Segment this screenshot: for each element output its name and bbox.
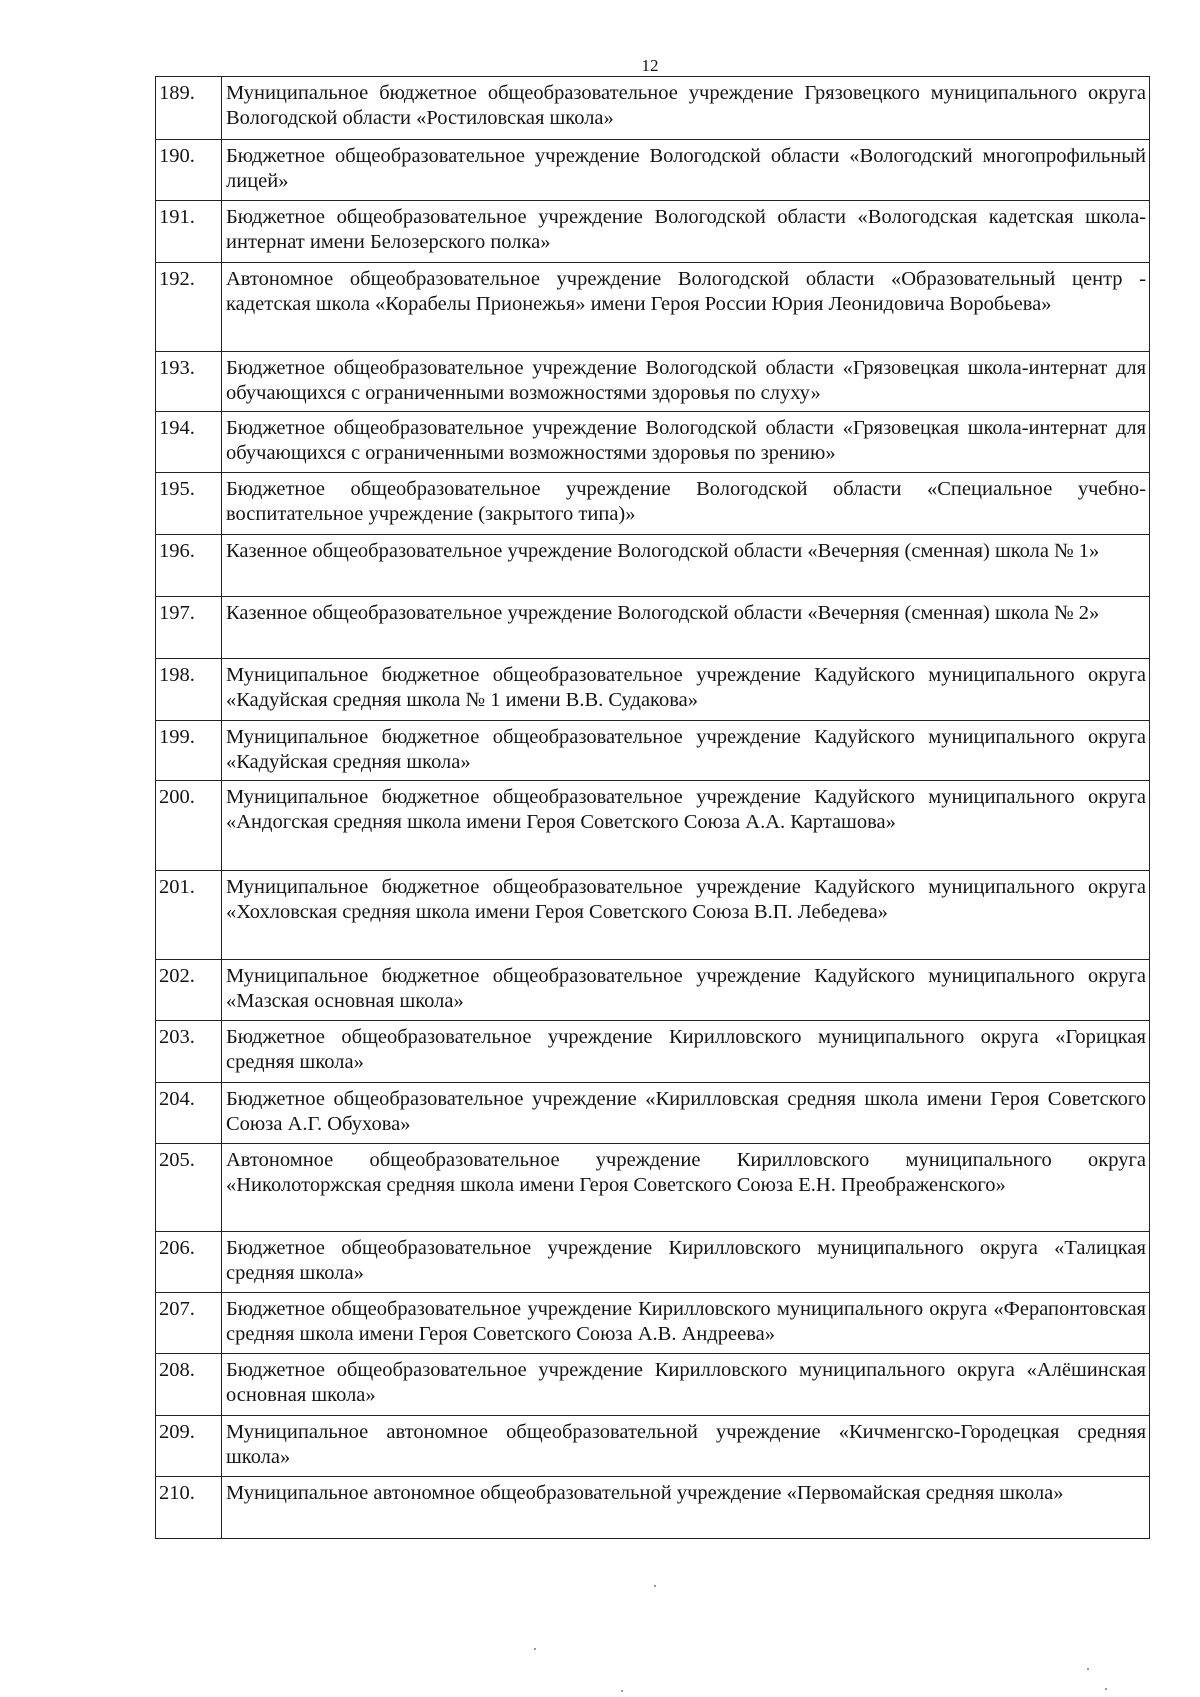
table-row xyxy=(156,1416,1150,1477)
institution-name: Бюджетное общеобразовательное учреждение Вологодской области «Специальное учебно-воспитательное учреждение (закрытого типа)» xyxy=(222,473,1150,535)
row-number: 189. xyxy=(156,77,222,140)
row-number: 207. xyxy=(156,1293,222,1354)
row-number: 205. xyxy=(156,1144,222,1232)
institution-name: Бюджетное общеобразовательное учреждение Кирилловского муниципального округа «Алёшинская основная школа» xyxy=(222,1354,1150,1416)
table-row xyxy=(156,473,1150,535)
row-number: 199. xyxy=(156,721,222,781)
institution-name: Бюджетное общеобразовательное учреждение Вологодской области «Грязовецкая школа-интернат для обучающихся с ограниченными возможностями здоровья по слуху» xyxy=(222,352,1150,412)
table-row xyxy=(156,535,1150,597)
row-number: 203. xyxy=(156,1021,222,1083)
institution-name: Автономное общеобразовательное учреждение Вологодской области «Образовательный центр - кадетская школа «Корабелы Прионежья» имени Героя России Юрия Леонидовича Воробьева» xyxy=(222,263,1150,352)
table-row xyxy=(156,597,1150,659)
institution-name: Муниципальное бюджетное общеобразовательное учреждение Грязовецкого муниципального округа Вологодской области «Ростиловская школа» xyxy=(222,77,1150,140)
institution-name: Муниципальное бюджетное общеобразовательное учреждение Кадуйского муниципального округа «Кадуйская средняя школа № 1 имени В.В. Судакова» xyxy=(222,659,1150,721)
institution-name: Казенное общеобразовательное учреждение Вологодской области «Вечерняя (сменная) школа № 2» xyxy=(222,597,1150,659)
row-number: 200. xyxy=(156,781,222,871)
institution-name: Бюджетное общеобразовательное учреждение Вологодской области «Вологодский многопрофильный лицей» xyxy=(222,140,1150,201)
institution-name: Бюджетное общеобразовательное учреждение Кирилловского муниципального округа «Горицкая средняя школа» xyxy=(222,1021,1150,1083)
row-number: 192. xyxy=(156,263,222,352)
scan-speck xyxy=(654,1585,656,1587)
institutions-table-body xyxy=(156,77,1150,1539)
institution-name: Бюджетное общеобразовательное учреждение Вологодской области «Грязовецкая школа-интернат для обучающихся с ограниченными возможностями здоровья по зрению» xyxy=(222,412,1150,473)
table-row xyxy=(156,412,1150,473)
table-row xyxy=(156,960,1150,1021)
table-row xyxy=(156,1232,1150,1293)
row-number: 190. xyxy=(156,140,222,201)
institution-name: Автономное общеобразовательное учреждение Кирилловского муниципального округа «Николоторжская средняя школа имени Героя Советского Союза Е.Н. Преображенского» xyxy=(222,1144,1150,1232)
table-row xyxy=(156,659,1150,721)
row-number: 198. xyxy=(156,659,222,721)
table-row xyxy=(156,781,1150,871)
table-row xyxy=(156,1354,1150,1416)
table-row xyxy=(156,1477,1150,1539)
scan-speck xyxy=(1087,1668,1089,1670)
table-row xyxy=(156,871,1150,960)
row-number: 208. xyxy=(156,1354,222,1416)
row-number: 196. xyxy=(156,535,222,597)
institutions-table xyxy=(155,76,1150,1539)
table-row xyxy=(156,263,1150,352)
institution-name: Казенное общеобразовательное учреждение Вологодской области «Вечерняя (сменная) школа № 1» xyxy=(222,535,1150,597)
institution-name: Муниципальное бюджетное общеобразовательное учреждение Кадуйского муниципального округа «Кадуйская средняя школа» xyxy=(222,721,1150,781)
institution-name: Бюджетное общеобразовательное учреждение «Кирилловская средняя школа имени Героя Советского Союза А.Г. Обухова» xyxy=(222,1083,1150,1144)
institution-name: Муниципальное бюджетное общеобразовательное учреждение Кадуйского муниципального округа «Андогская средняя школа имени Героя Советского Союза А.А. Карташова» xyxy=(222,781,1150,871)
table-row xyxy=(156,1144,1150,1232)
scan-speck xyxy=(534,1648,536,1650)
institution-name: Муниципальное автономное общеобразовательной учреждение «Кичменгско-Городецкая средняя школа» xyxy=(222,1416,1150,1477)
table-row xyxy=(156,721,1150,781)
row-number: 210. xyxy=(156,1477,222,1539)
institution-name: Муниципальное бюджетное общеобразовательное учреждение Кадуйского муниципального округа «Хохловская средняя школа имени Героя Советского Союза В.П. Лебедева» xyxy=(222,871,1150,960)
row-number: 191. xyxy=(156,201,222,263)
table-row xyxy=(156,77,1150,140)
institution-name: Бюджетное общеобразовательное учреждение Вологодской области «Вологодская кадетская школа-интернат имени Белозерского полка» xyxy=(222,201,1150,263)
table-row xyxy=(156,1021,1150,1083)
institution-name: Муниципальное бюджетное общеобразовательное учреждение Кадуйского муниципального округа «Мазская основная школа» xyxy=(222,960,1150,1021)
table-row xyxy=(156,201,1150,263)
table-row xyxy=(156,1293,1150,1354)
row-number: 194. xyxy=(156,412,222,473)
table-row xyxy=(156,1083,1150,1144)
institution-name: Бюджетное общеобразовательное учреждение Кирилловского муниципального округа «Талицкая средняя школа» xyxy=(222,1232,1150,1293)
row-number: 202. xyxy=(156,960,222,1021)
institution-name: Муниципальное автономное общеобразовательной учреждение «Первомайская средняя школа» xyxy=(222,1477,1150,1539)
row-number: 195. xyxy=(156,473,222,535)
scan-speck xyxy=(1105,1688,1107,1690)
page-number: 12 xyxy=(641,56,659,75)
row-number: 209. xyxy=(156,1416,222,1477)
institution-name: Бюджетное общеобразовательное учреждение Кирилловского муниципального округа «Ферапонтовская средняя школа имени Героя Советского Союза А.В. Андреева» xyxy=(222,1293,1150,1354)
row-number: 206. xyxy=(156,1232,222,1293)
row-number: 197. xyxy=(156,597,222,659)
row-number: 204. xyxy=(156,1083,222,1144)
row-number: 193. xyxy=(156,352,222,412)
table-row xyxy=(156,352,1150,412)
row-number: 201. xyxy=(156,871,222,960)
scan-speck xyxy=(621,1690,623,1692)
table-row xyxy=(156,140,1150,201)
